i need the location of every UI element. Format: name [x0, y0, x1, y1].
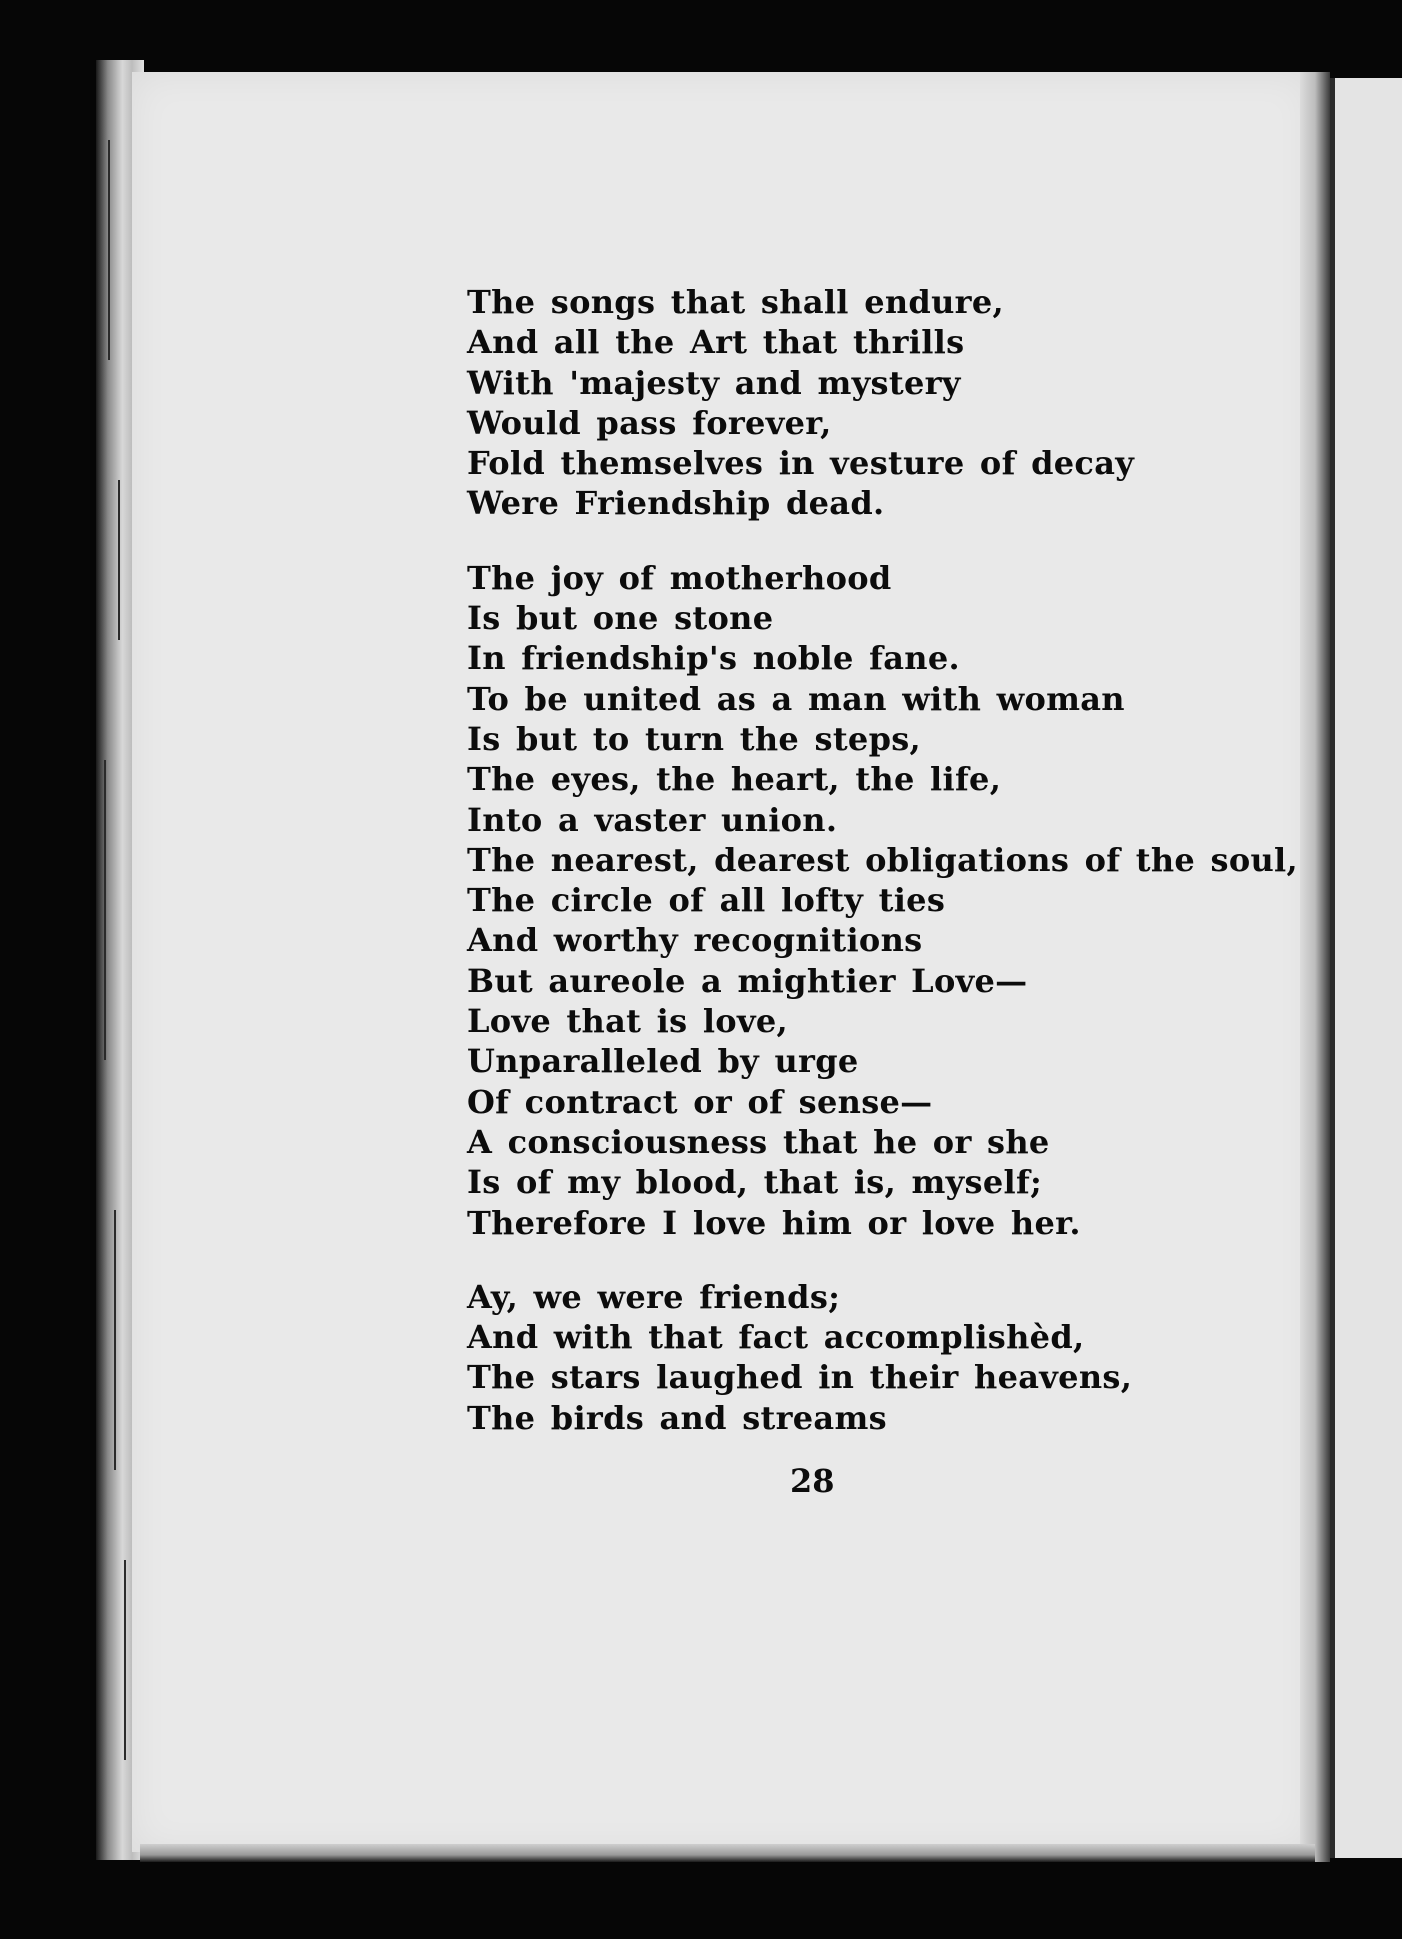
poem-line: Into a vaster union. [467, 800, 838, 839]
page-number: 28 [790, 1462, 835, 1500]
poem-line: Of contract or of sense— [467, 1082, 933, 1121]
poem-line: And all the Art that thrills [467, 323, 965, 362]
adjacent-page-edge [1330, 78, 1402, 1858]
poem-line: Is of my blood, that is, myself; [467, 1163, 1043, 1202]
poem-text [467, 282, 1298, 1438]
stanza-3 [467, 1277, 1298, 1438]
poem-line: With 'majesty and mystery [467, 363, 961, 402]
poem-line: Unparalleled by urge [467, 1042, 859, 1081]
poem-line: Ay, we were friends; [467, 1277, 841, 1316]
poem-line: The eyes, the heart, the life, [467, 760, 1002, 799]
poem-line: The birds and streams [467, 1398, 887, 1437]
poem-line: Would pass forever, [467, 403, 832, 442]
poem-line: Love that is love, [467, 1002, 788, 1041]
poem-line: A consciousness that he or she [467, 1122, 1050, 1161]
poem-line: To be united as a man with woman [467, 679, 1125, 718]
poem-line: The joy of motherhood [467, 558, 892, 597]
page-edge-shadow [1300, 72, 1330, 1862]
poem-line: Is but to turn the steps, [467, 719, 921, 758]
poem-line: The circle of all lofty ties [467, 881, 946, 920]
poem-line: Is but one stone [467, 599, 774, 638]
poem-line: Fold themselves in vesture of decay [467, 444, 1135, 483]
poem-line: But aureole a mightier Love— [467, 961, 1028, 1000]
page-bottom-edge [140, 1844, 1315, 1862]
poem-line: The stars laughed in their heavens, [467, 1358, 1133, 1397]
poem-line: Were Friendship dead. [467, 484, 885, 523]
poem-line: In friendship's noble fane. [467, 639, 960, 678]
stanza-break [467, 1243, 1298, 1277]
poem-line: The songs that shall endure, [467, 283, 1004, 321]
stanza-break [467, 524, 1298, 558]
poem-line: The nearest, dearest obligations of the soul, [467, 840, 1298, 879]
poem-line: And worthy recognitions [467, 921, 923, 960]
stanza-1 [467, 282, 1298, 524]
poem-line: And with that fact accomplishèd, [467, 1318, 1085, 1357]
stanza-2 [467, 558, 1298, 1243]
poem-line: Therefore I love him or love her. [467, 1203, 1081, 1242]
